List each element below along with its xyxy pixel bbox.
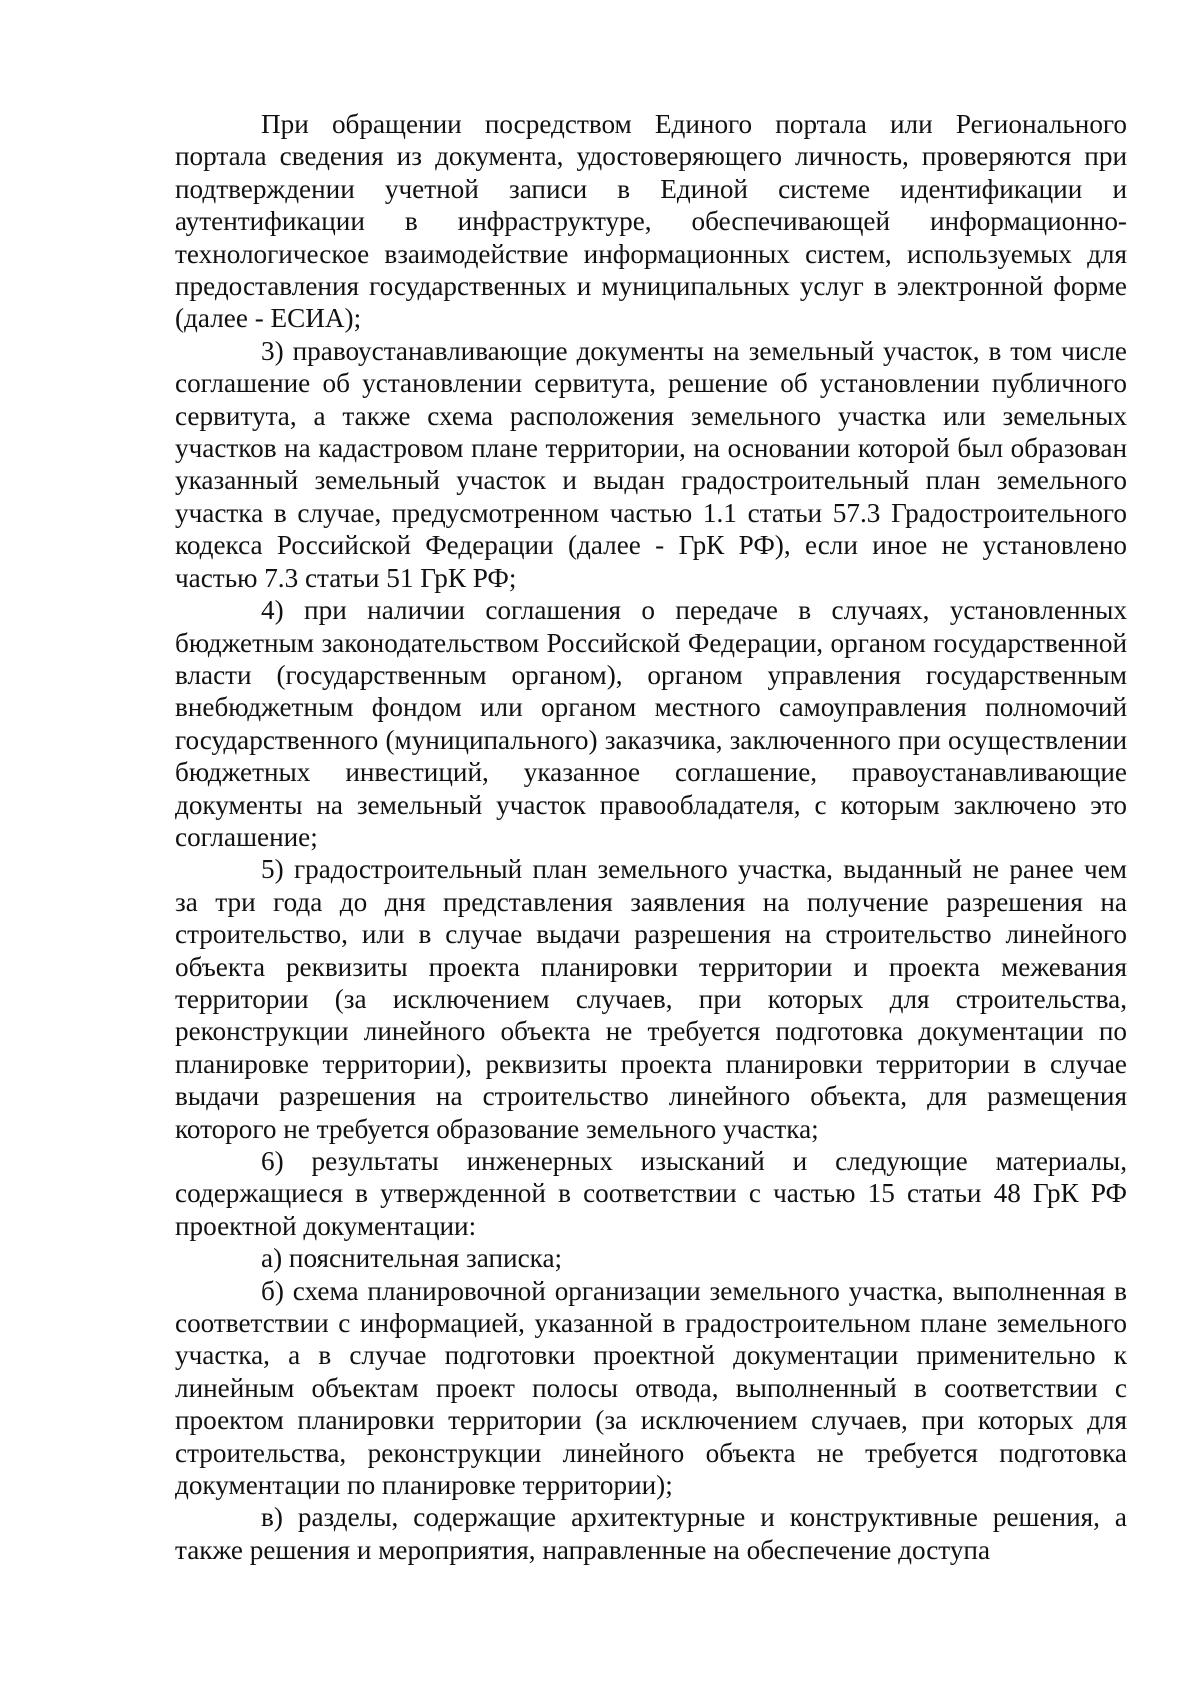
paragraph-item-6v: в) разделы, содержащие архитектурные и конструктивные решения, а также решения и мероприятия, направленные на обеспечение доступа	[175, 1502, 1127, 1565]
paragraph-item-4: 4) при наличии соглашения о передаче в случаях, установленных бюджетным законодательством Российской Федерации, органом государственной власти (государственным органом), органом управления государственным внебюджетным фондом или органом местного самоуправления полномочий государственного (муниципального) заказчика, заключенного при осуществлении бюджетных инвестиций, указанное соглашение, правоустанавливающие документы на земельный участок правообладателя, с которым заключено это соглашение;	[175, 595, 1127, 852]
paragraph-esia: При обращении посредством Единого портала или Регионального портала сведения из документа, удостоверяющего личность, проверяются при подтверждении учетной записи в Единой системе идентификации и аутентификации в инфраструктуре, обеспечивающей информационно-технологическое взаимодействие информационных систем, используемых для предоставления государственных и муниципальных услуг в электронной форме (далее - ЕСИА);	[175, 109, 1127, 334]
paragraph-item-6a: а) пояснительная записка;	[261, 1243, 563, 1274]
document-page	[175, 108, 1127, 1566]
paragraph-item-6b: б) схема планировочной организации земельного участка, выполненная в соответствии с информацией, указанной в градостроительном плане земельного участка, а в случае подготовки проектной документации применительно к линейным объектам проект полосы отвода, выполненный в соответствии с проектом планировки территории (за исключением случаев, при которых для строительства, реконструкции линейного объекта не требуется подготовка документации по планировке территории);	[175, 1275, 1127, 1501]
paragraph-item-3: 3) правоустанавливающие документы на земельный участок, в том числе соглашение об установлении сервитута, решение об установлении публичного сервитута, а также схема расположения земельного участка или земельных участков на кадастровом плане территории, на основании которой был образован указанный земельный участок и выдан градостроительный план земельного участка в случае, предусмотренном частью 1.1 статьи 57.3 Градостроительного кодекса Российской Федерации (далее - ГрК РФ), если иное не установлено частью 7.3 статьи 51 ГрК РФ;	[175, 335, 1127, 593]
paragraph-item-6: 6) результаты инженерных изысканий и следующие материалы, содержащиеся в утвержденной в соответствии с частью 15 статьи 48 ГрК РФ проектной документации:	[175, 1146, 1127, 1241]
paragraph-item-5: 5) градостроительный план земельного участка, выданный не ранее чем за три года до дня представления заявления на получение разрешения на строительство, или в случае выдачи разрешения на строительство линейного объекта реквизиты проекта планировки территории и проекта межевания территории (за исключением случаев, при которых для строительства, реконструкции линейного объекта не требуется подготовка документации по планировке территории), реквизиты проекта планировки территории в случае выдачи разрешения на строительство линейного объекта, для размещения которого не требуется образование земельного участка;	[175, 854, 1127, 1144]
